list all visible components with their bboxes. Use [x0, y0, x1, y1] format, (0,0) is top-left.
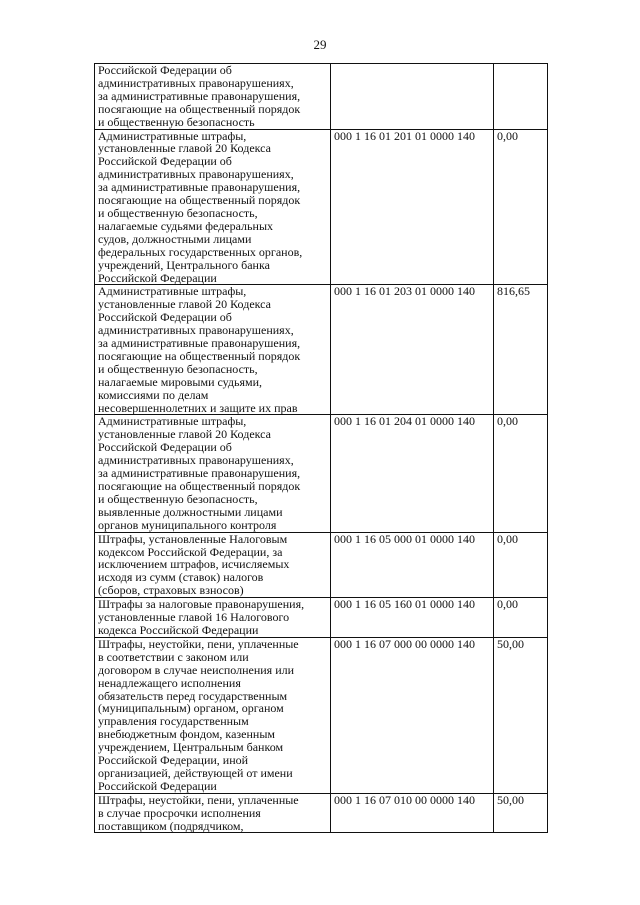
budget-code-cell	[331, 64, 494, 130]
revenue-name-cell: Российской Федерации об административных правонарушениях, за административные правонарушения, посягающие на общественный порядок и общественную безопасность	[95, 64, 331, 130]
budget-code-cell: 000 1 16 01 201 01 0000 140	[331, 129, 494, 285]
revenue-name-cell: Административные штрафы, установленные главой 20 Кодекса Российской Федерации об административных правонарушениях, за административные правонарушения, посягающие на общественный порядок и общественную безопасность, выявленные должностными лицами органов муниципального контроля	[95, 415, 331, 532]
amount-cell: 50,00	[494, 637, 548, 793]
budget-revenue-table	[94, 63, 548, 833]
revenue-name-cell: Штрафы за налоговые правонарушения, установленные главой 16 Налогового кодекса Российской Федерации	[95, 598, 331, 638]
revenue-name-cell: Штрафы, неустойки, пени, уплаченные в соответствии с законом или договором в случае неисполнения или ненадлежащего исполнения обязательств перед государственным (муниципальным) органом, органом управления государственным внебюджетным фондом, казенным учреждением, Центральным банком Российской Федерации, иной организацией, действующей от имени Российской Федерации	[95, 637, 331, 793]
amount-cell: 0,00	[494, 598, 548, 638]
revenue-name-cell: Штрафы, неустойки, пени, уплаченные в случае просрочки исполнения поставщиком (подрядчиком,	[95, 793, 331, 833]
revenue-name-cell: Административные штрафы, установленные главой 20 Кодекса Российской Федерации об административных правонарушениях, за административные правонарушения, посягающие на общественный порядок и общественную безопасность, налагаемые судьями федеральных судов, должностными лицами федеральных государственных органов, учреждений, Центрального банка Российской Федерации	[95, 129, 331, 285]
amount-cell: 816,65	[494, 285, 548, 415]
budget-code-cell: 000 1 16 07 000 00 0000 140	[331, 637, 494, 793]
table-row	[95, 285, 548, 415]
table-row	[95, 64, 548, 130]
revenue-name-cell: Штрафы, установленные Налоговым кодексом Российской Федерации, за исключением штрафов, исчисляемых исходя из сумм (ставок) налогов (сборов, страховых взносов)	[95, 532, 331, 598]
page-number: 29	[313, 37, 327, 52]
budget-code-cell: 000 1 16 05 160 01 0000 140	[331, 598, 494, 638]
budget-code-cell: 000 1 16 07 010 00 0000 140	[331, 793, 494, 833]
table-row	[95, 532, 548, 598]
table-row	[95, 637, 548, 793]
revenue-name-cell: Административные штрафы, установленные главой 20 Кодекса Российской Федерации об административных правонарушениях, за административные правонарушения, посягающие на общественный порядок и общественную безопасность, налагаемые мировыми судьями, комиссиями по делам несовершеннолетних и защите их прав	[95, 285, 331, 415]
amount-cell: 0,00	[494, 129, 548, 285]
table-row	[95, 793, 548, 833]
amount-cell: 0,00	[494, 532, 548, 598]
table-row	[95, 598, 548, 638]
budget-code-cell: 000 1 16 05 000 01 0000 140	[331, 532, 494, 598]
amount-cell: 50,00	[494, 793, 548, 833]
table-row	[95, 129, 548, 285]
budget-code-cell: 000 1 16 01 203 01 0000 140	[331, 285, 494, 415]
amount-cell: 0,00	[494, 415, 548, 532]
amount-cell	[494, 64, 548, 130]
table-row	[95, 415, 548, 532]
budget-code-cell: 000 1 16 01 204 01 0000 140	[331, 415, 494, 532]
